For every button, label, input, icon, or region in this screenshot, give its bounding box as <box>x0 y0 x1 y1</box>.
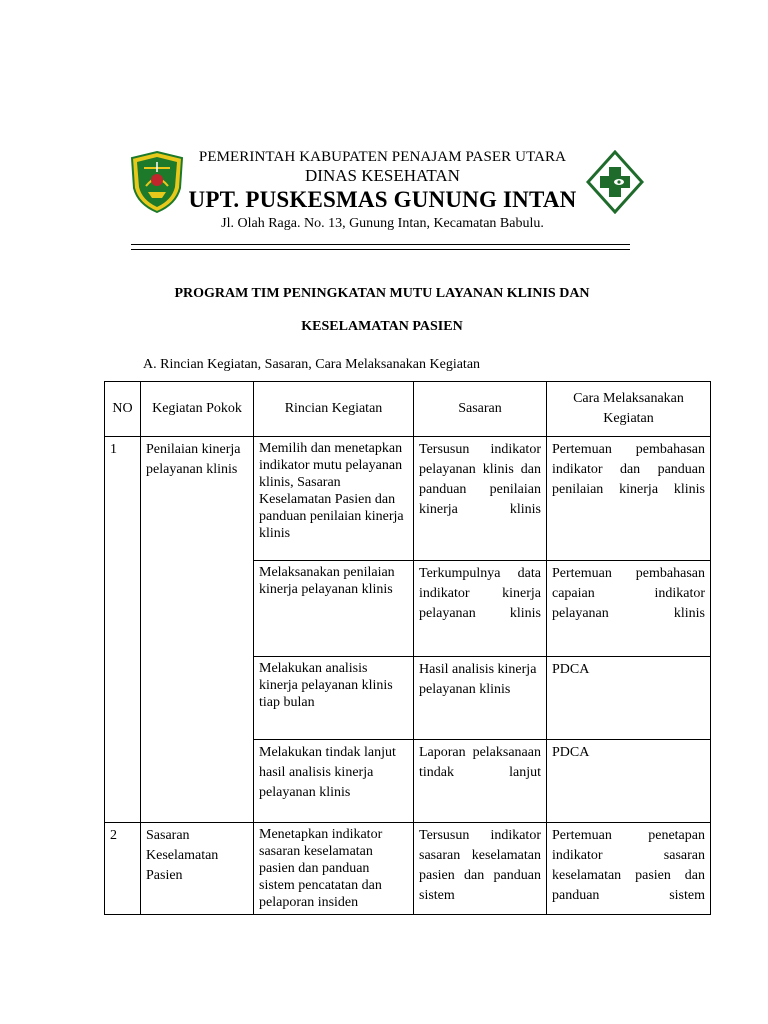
table-header-row <box>105 382 711 437</box>
kegiatan-pokok-cell: Sasaran Keselamatan Pasien <box>141 823 254 915</box>
letterhead <box>150 148 615 233</box>
institution-name: UPT. PUSKESMAS GUNUNG INTAN <box>188 187 577 212</box>
institution-address: Jl. Olah Raga. No. 13, Gunung Intan, Kecamatan Babulu. <box>221 216 544 231</box>
cara-cell: Pertemuan pembahasan indikator dan panduan penilaian kinerja klinis <box>547 437 711 561</box>
rincian-cell: Melakukan tindak lanjut hasil analisis kinerja pelayanan klinis <box>254 740 414 823</box>
row-number: 1 <box>105 437 141 823</box>
letterhead-divider-thin <box>131 249 630 250</box>
letterhead-divider-thick <box>131 244 630 245</box>
sasaran-cell: Tersusun indikator sasaran keselamatan pasien dan panduan sistem <box>414 823 547 915</box>
rincian-cell: Melaksanakan penilaian kinerja pelayanan klinis <box>254 561 414 657</box>
rincian-cell: Melakukan analisis kinerja pelayanan klinis tiap bulan <box>254 657 414 740</box>
header-sasaran: Sasaran <box>414 382 547 437</box>
rincian-cell: Menetapkan indikator sasaran keselamatan pasien dan panduan sistem pencatatan dan pelaporan insiden <box>254 823 414 915</box>
sasaran-cell: Laporan pelaksanaan tindak lanjut <box>414 740 547 823</box>
header-kegiatan-pokok: Kegiatan Pokok <box>141 382 254 437</box>
section-heading: A. Rincian Kegiatan, Sasaran, Cara Melaksanakan Kegiatan <box>143 357 481 372</box>
sasaran-cell: Hasil analisis kinerja pelayanan klinis <box>414 657 547 740</box>
rincian-cell: Memilih dan menetapkan indikator mutu pelayanan klinis, Sasaran Keselamatan Pasien dan panduan penilaian kinerja klinis <box>254 437 414 561</box>
cara-cell: PDCA <box>547 740 711 823</box>
puskesmas-emblem-logo <box>586 150 644 214</box>
cara-cell: Pertemuan pembahasan capaian indikator pelayanan klinis <box>547 561 711 657</box>
row-number: 2 <box>105 823 141 915</box>
table-row <box>105 437 711 561</box>
sasaran-cell: Terkumpulnya data indikator kinerja pelayanan klinis <box>414 561 547 657</box>
sasaran-cell: Tersusun indikator pelayanan klinis dan panduan penilaian kinerja klinis <box>414 437 547 561</box>
header-rincian-kegiatan: Rincian Kegiatan <box>254 382 414 437</box>
header-cara-melaksanakan: Cara Melaksanakan Kegiatan <box>547 382 711 437</box>
document-title <box>120 277 644 343</box>
table-row <box>105 823 711 915</box>
cara-cell: PDCA <box>547 657 711 740</box>
document-title-line-1: PROGRAM TIM PENINGKATAN MUTU LAYANAN KLINIS DAN <box>174 286 590 301</box>
header-no: NO <box>105 382 141 437</box>
activity-table <box>104 381 711 915</box>
kegiatan-pokok-cell: Penilaian kinerja pelayanan klinis <box>141 437 254 823</box>
document-title-line-2: KESELAMATAN PASIEN <box>301 319 463 334</box>
cara-cell: Pertemuan penetapan indikator sasaran keselamatan pasien dan panduan sistem <box>547 823 711 915</box>
department-name: DINAS KESEHATAN <box>305 166 460 185</box>
government-name: PEMERINTAH KABUPATEN PENAJAM PASER UTARA <box>198 149 567 165</box>
